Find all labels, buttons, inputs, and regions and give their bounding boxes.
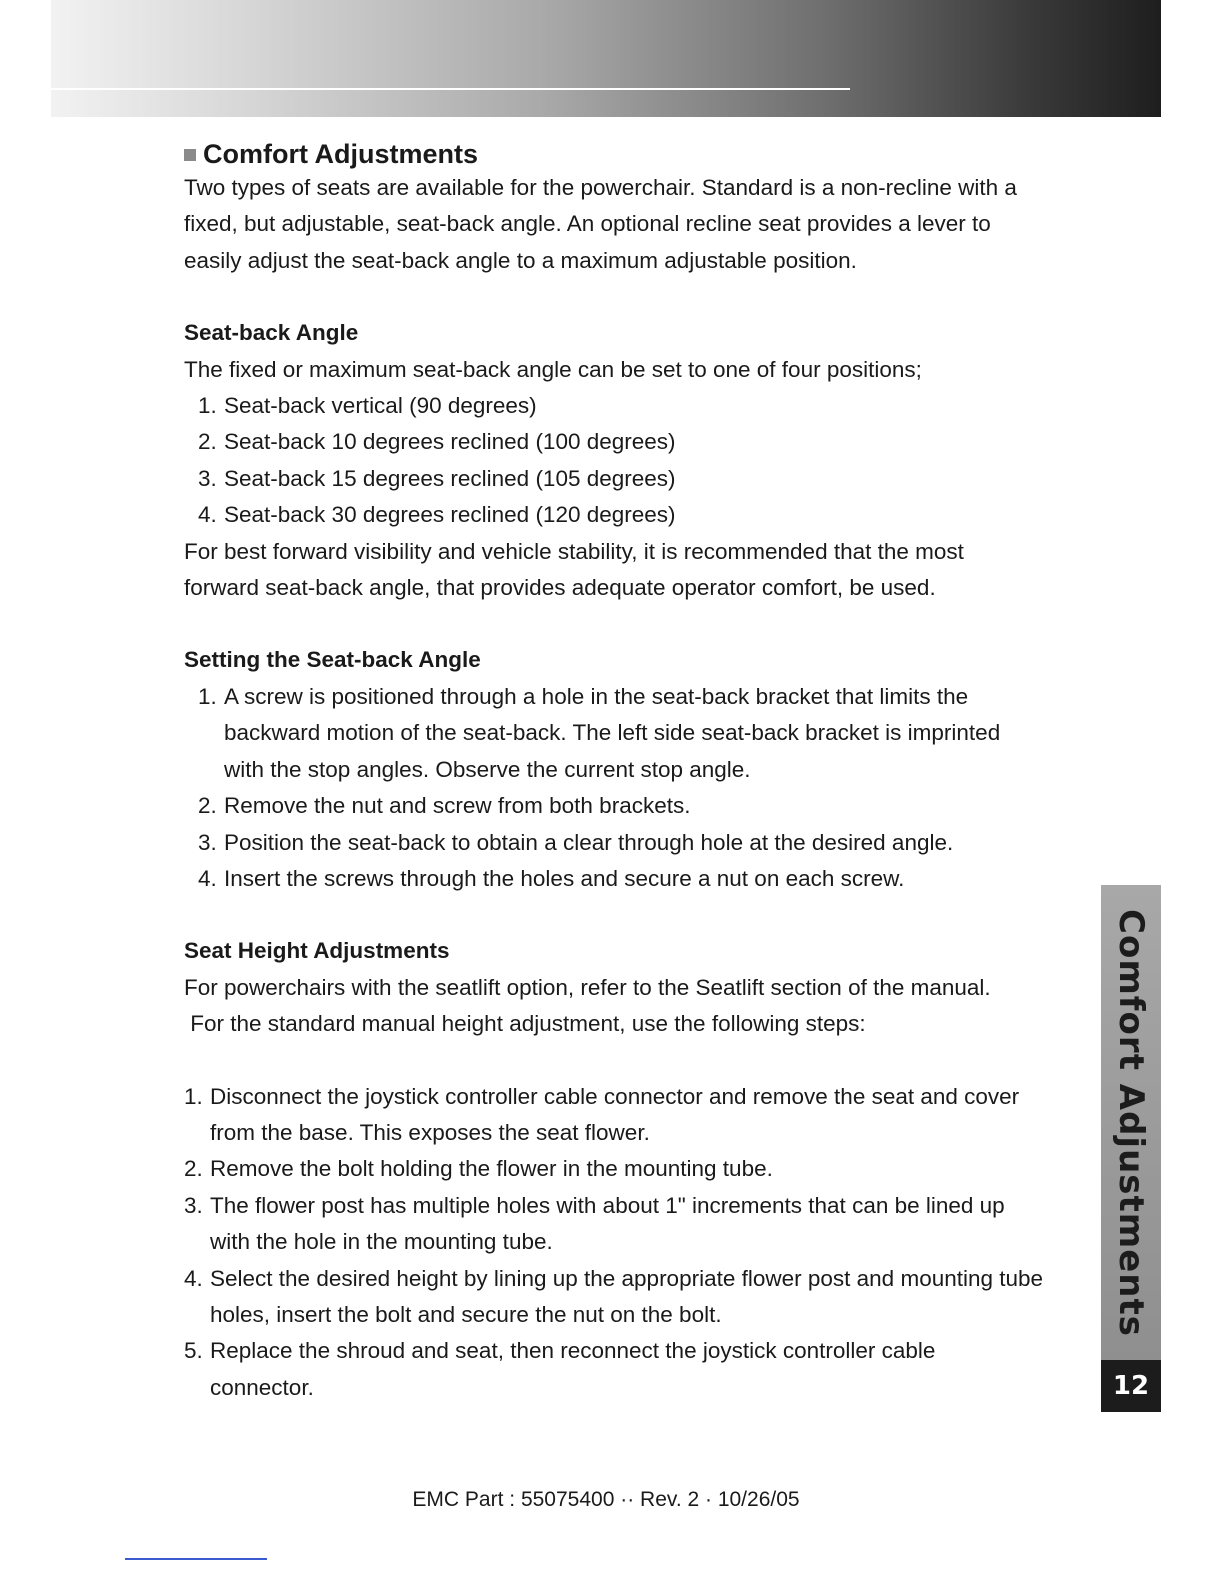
seat-height-steps [184,1079,1044,1407]
spacer [184,1043,1044,1079]
spacer [184,897,1044,933]
seatback-angle-note: For best forward visibility and vehicle stability, it is recommended that the most forward seat-back angle, that provides adequate operator comfort, be used. [184,538,964,601]
header-rule [51,88,850,90]
list-item: 4. Select the desired height by lining up the appropriate flower post and mounting tube holes, insert the bolt and secure the nut on the bolt. [184,1265,1044,1327]
list-item: 3. Position the seat-back to obtain a clear through hole at the desired angle. [198,829,954,855]
footer-part-info: EMC Part : 55075400 ·· Rev. 2 · 10/26/05 [412,1488,800,1511]
setting-angle-list [184,679,1044,897]
page-title-text: Comfort Adjustments [203,139,478,169]
list-item: 4. Seat-back 30 degrees reclined (120 degrees) [198,502,676,528]
list-item: 3. The flower post has multiple holes with about 1" increments that can be lined up with the hole in the mounting tube. [184,1192,1005,1255]
footer-underline [125,1558,267,1560]
section-heading-setting-angle: Setting the Seat-back Angle [184,647,481,673]
spacer [184,606,1044,642]
intro-paragraph: Two types of seats are available for the powerchair. Standard is a non-recline with a fixed, but adjustable, seat-back angle. An optional recline seat provides a lever to easily adjust the seat-back angle to a maximum adjustable position. [184,175,1017,273]
list-item: 4. Insert the screws through the holes and secure a nut on each screw. [198,865,905,891]
list-item: 2. Remove the bolt holding the flower in the mounting tube. [184,1156,773,1182]
list-item: 5. Replace the shroud and seat, then reconnect the joystick controller cable connector. [184,1338,936,1400]
side-tab-label: Comfort Adjustments [1111,908,1151,1337]
list-item: 2. Remove the nut and screw from both brackets. [198,793,691,819]
list-item: 3. Seat-back 15 degrees reclined (105 degrees) [198,465,676,491]
side-section-tab [1101,885,1161,1360]
list-item: 1. Seat-back vertical (90 degrees) [198,393,537,419]
page-number-badge: 12 [1101,1360,1161,1412]
list-item: 1. Disconnect the joystick controller cable connector and remove the seat and cover from the base. This exposes the seat flower. [184,1083,1020,1145]
list-item: 1. A screw is positioned through a hole in the seat-back bracket that limits the backward motion of the seat-back. The left side seat-back bracket is imprinted with the stop angles. Observe the current stop angle. [198,683,1001,782]
page-title [184,138,1044,170]
section-heading-seatback-angle: Seat-back Angle [184,320,359,346]
square-bullet-icon [184,149,196,161]
seat-height-intro-line1: For powerchairs with the seatlift option, refer to the Seatlift section of the manual. [184,974,991,1000]
spacer [184,279,1044,315]
header-banner [51,0,1161,117]
section-heading-seat-height: Seat Height Adjustments [184,938,450,964]
seat-height-intro-line2: For the standard manual height adjustment, use the following steps: [184,1011,866,1037]
seatback-angle-intro: The fixed or maximum seat-back angle can be set to one of four positions; [184,356,922,382]
seatback-angle-list [184,388,1044,534]
list-item: 2. Seat-back 10 degrees reclined (100 degrees) [198,429,676,455]
page-content [184,138,1044,1406]
